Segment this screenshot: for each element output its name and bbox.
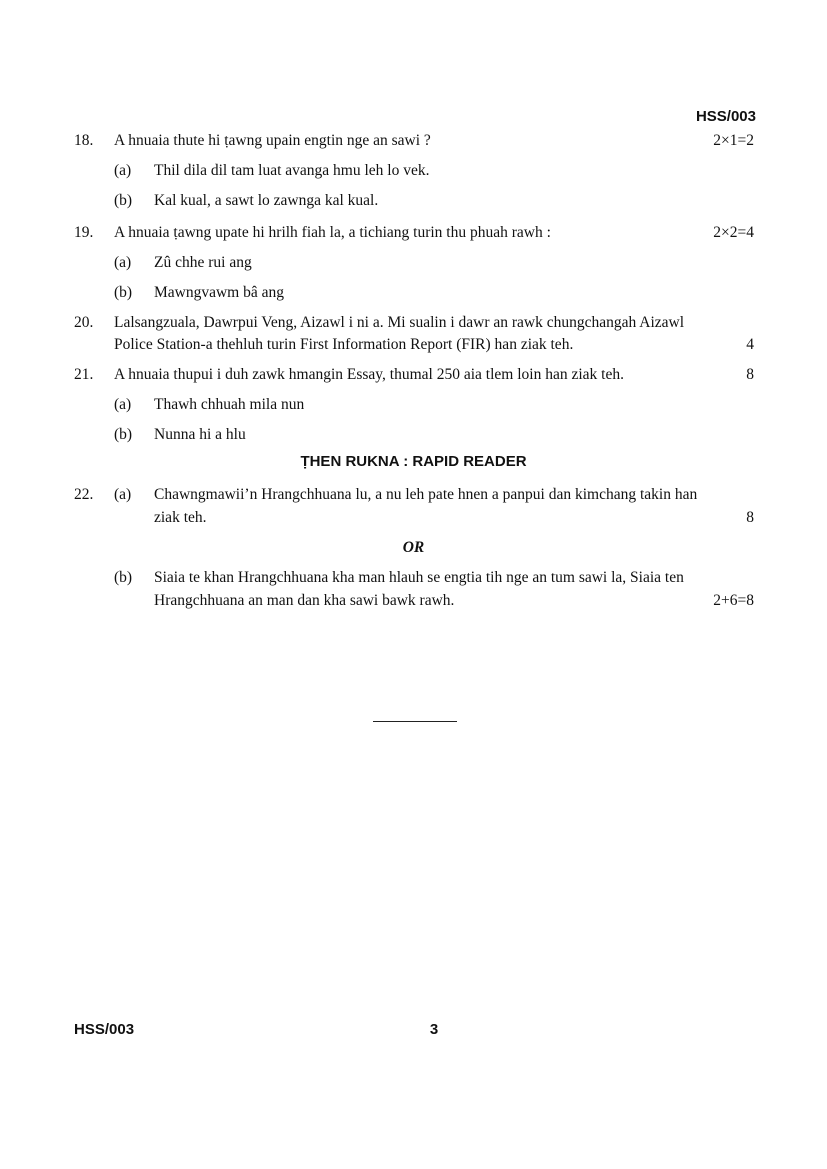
q18b-label: (b): [114, 192, 133, 209]
q20-text-line1: Lalsangzuala, Dawrpui Veng, Aizawl i ni a. Mi sualin i dawr an rawk chungchangah Aizawl: [114, 314, 685, 331]
q22b-text-line1: Siaia te khan Hrangchhuana kha man hlauh se engtia tih nge an tum sawi la, Siaia ten: [154, 569, 684, 586]
q18-number: 18.: [74, 132, 94, 149]
q22-number: 22.: [74, 486, 94, 503]
q22a-marks: 8: [746, 509, 754, 526]
q22a-text-line1: Chawngmawii’n Hrangchhuana lu, a nu leh pate hnen a panpui dan kimchang takin han: [154, 486, 698, 503]
q19b-label: (b): [114, 284, 133, 301]
footer-code: HSS/003: [74, 1021, 135, 1038]
q21b-text: Nunna hi a hlu: [154, 426, 246, 443]
q22b-marks: 2+6=8: [713, 592, 754, 609]
q22a-text-line2: ziak teh.: [154, 509, 207, 526]
q19a-label: (a): [114, 254, 132, 271]
q19-number: 19.: [74, 224, 94, 241]
q22a-label: (a): [114, 486, 132, 503]
q21-number: 21.: [74, 366, 94, 383]
q20-number: 20.: [74, 314, 94, 331]
or-separator: OR: [402, 539, 425, 556]
section-title: ṬHEN RUKNA : RAPID READER: [300, 453, 527, 470]
q20-marks: 4: [746, 336, 754, 353]
q19-text: A hnuaia ṭawng upate hi hrilh fiah la, a tichiang turin thu phuah rawh :: [114, 224, 551, 241]
q19-marks: 2×2=4: [713, 224, 754, 241]
q20-text-line2: Police Station-a thehluh turin First Information Report (FIR) han ziak teh.: [114, 336, 574, 353]
q22b-text-line2: Hrangchhuana an man dan kha sawi bawk rawh.: [154, 592, 455, 609]
q18-marks: 2×1=2: [713, 132, 754, 149]
q22b-label: (b): [114, 569, 133, 586]
q21a-text: Thawh chhuah mila nun: [154, 396, 305, 413]
q21-marks: 8: [746, 366, 754, 383]
q18a-text: Thil dila dil tam luat avanga hmu leh lo vek.: [154, 162, 430, 179]
q21b-label: (b): [114, 426, 133, 443]
q21a-label: (a): [114, 396, 132, 413]
q19b-text: Mawngvawm bâ ang: [154, 284, 284, 301]
q18a-label: (a): [114, 162, 132, 179]
q21-text: A hnuaia thupui i duh zawk hmangin Essay, thumal 250 aia tlem loin han ziak teh.: [114, 366, 624, 383]
footer-page-number: 3: [429, 1021, 439, 1038]
q18-text: A hnuaia thute hi ṭawng upain engtin nge an sawi ?: [114, 132, 431, 149]
q18b-text: Kal kual, a sawt lo zawnga kal kual.: [154, 192, 379, 209]
q19a-text: Zû chhe rui ang: [154, 254, 252, 271]
page-header-code: HSS/003: [695, 108, 756, 125]
end-divider: [373, 721, 457, 722]
